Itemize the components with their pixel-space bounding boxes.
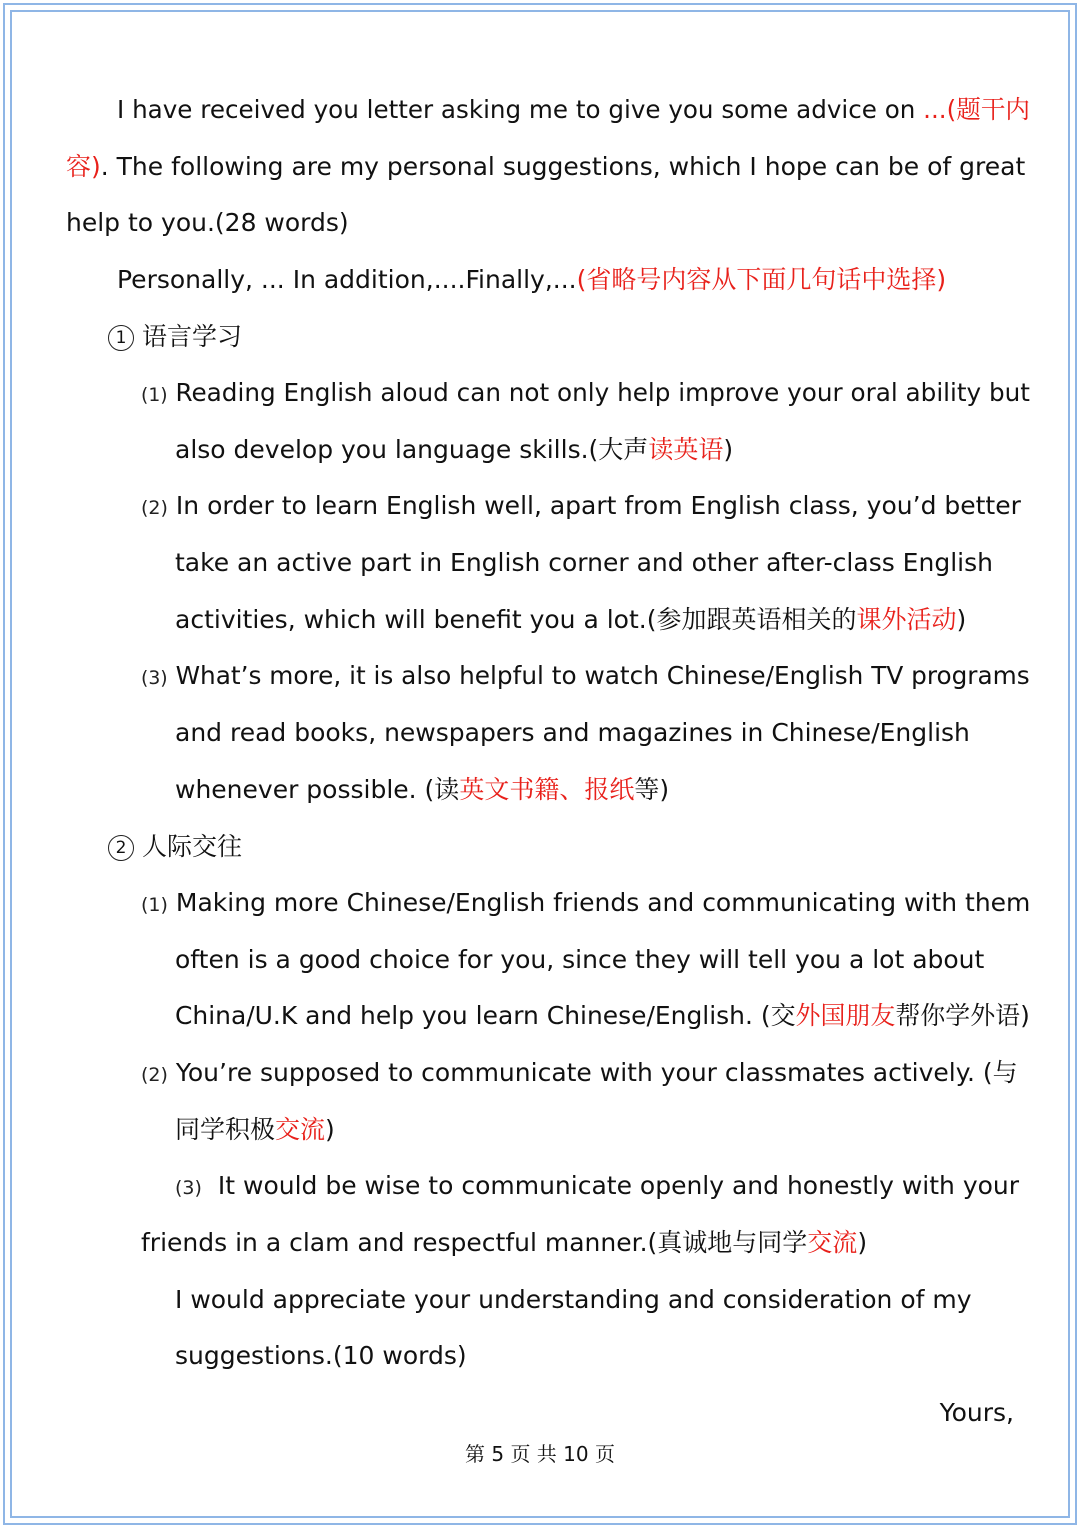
- intro-text: Personally, ... In addition,....Finally,...: [117, 265, 577, 294]
- s2-item3-line-2: [141, 1226, 867, 1260]
- s1-item3-line-2: [175, 716, 970, 750]
- closing-text: suggestions.(10 words): [175, 1341, 467, 1370]
- item-number: (3): [141, 667, 168, 689]
- intro-text: . The following are my personal suggestions, which I hope can be of great: [100, 152, 1026, 181]
- item-number: (1): [141, 384, 168, 406]
- s1-item3-line-3: [175, 773, 669, 807]
- intro-red-note: (省略号内容从下面几句话中选择): [576, 265, 947, 294]
- item-text: whenever possible. (读: [175, 775, 460, 804]
- item-text: often is a good choice for you, since they will tell you a lot about: [175, 945, 985, 974]
- s1-item2-line-2: [175, 546, 993, 580]
- intro-text: I have received you letter asking me to give you some advice on: [117, 95, 924, 124]
- s1-item1-line-1: [141, 376, 1030, 412]
- s1-item2-line-1: [141, 489, 1021, 525]
- item-red-note: 交流: [807, 1228, 858, 1257]
- item-text: In order to learn English well, apart from English class, you’d better: [175, 491, 1021, 520]
- s1-item2-line-3: [175, 603, 966, 637]
- intro-line-4: [117, 263, 946, 297]
- item-text: ): [723, 435, 734, 464]
- item-text: 等): [634, 775, 670, 804]
- closing-line-2: [175, 1339, 467, 1373]
- item-red-note: 外国朋友: [795, 1001, 896, 1030]
- section-title: 人际交往: [142, 832, 243, 861]
- item-text: ): [857, 1228, 868, 1257]
- s1-item3-line-1: [141, 659, 1030, 695]
- item-red-note: 读英语: [648, 435, 724, 464]
- item-text: China/U.K and help you learn Chinese/English. (交: [175, 1001, 796, 1030]
- item-text: Making more Chinese/English friends and communicating with them: [175, 888, 1031, 917]
- section-1-heading: [108, 320, 242, 354]
- intro-red-note: 容): [66, 152, 101, 181]
- circled-number: 2: [108, 835, 134, 861]
- intro-line-3: [66, 206, 349, 240]
- item-red-note: 课外活动: [856, 605, 957, 634]
- item-text: What’s more, it is also helpful to watch Chinese/English TV programs: [175, 661, 1030, 690]
- s2-item1-line-1: [141, 886, 1030, 922]
- item-text: It would be wise to communicate openly and honestly with your: [209, 1171, 1020, 1200]
- circled-number: 1: [108, 325, 134, 351]
- section-2-heading: [108, 830, 242, 864]
- s1-item1-line-2: [175, 433, 733, 467]
- item-red-note: 英文书籍、报纸: [459, 775, 635, 804]
- signature-text: Yours,: [939, 1398, 1014, 1427]
- intro-red-note: ...(题干内: [923, 95, 1031, 124]
- s2-item1-line-2: [175, 943, 984, 977]
- item-text: activities, which will benefit you a lot.(参加跟英语相关的: [175, 605, 857, 634]
- closing-line-1: [175, 1283, 972, 1317]
- item-text: and read books, newspapers and magazines in Chinese/English: [175, 718, 970, 747]
- s2-item1-line-3: [175, 999, 1030, 1033]
- item-text: also develop you language skills.(大声: [175, 435, 649, 464]
- item-number: (1): [141, 894, 168, 916]
- page-footer: 第 5 页 共 10 页: [465, 1442, 615, 1466]
- item-text: ): [956, 605, 967, 634]
- item-text: Reading English aloud can not only help improve your oral ability but: [175, 378, 1030, 407]
- closing-text: I would appreciate your understanding and consideration of my: [175, 1285, 972, 1314]
- intro-text: help to you.(28 words): [66, 208, 349, 237]
- intro-line-2: [66, 150, 1025, 184]
- item-text: ): [325, 1115, 335, 1144]
- item-number: (2): [141, 497, 168, 519]
- s2-item3-line-1: [175, 1169, 1019, 1205]
- item-number: (3): [175, 1177, 202, 1199]
- s2-item2-line-2: [175, 1113, 335, 1147]
- intro-line-1: [117, 93, 1030, 127]
- item-number: (2): [141, 1064, 168, 1086]
- item-text: You’re supposed to communicate with your classmates actively. (与: [175, 1058, 1018, 1087]
- item-text: 帮你学外语): [895, 1001, 1030, 1030]
- item-text: take an active part in English corner and other after-class English: [175, 548, 993, 577]
- item-text: friends in a clam and respectful manner.(真诚地与同学: [141, 1228, 808, 1257]
- section-title: 语言学习: [142, 322, 243, 351]
- s2-item2-line-1: [141, 1056, 1018, 1092]
- item-text: 同学积极: [175, 1115, 276, 1144]
- signature: [940, 1396, 1014, 1430]
- item-red-note: 交流: [275, 1115, 326, 1144]
